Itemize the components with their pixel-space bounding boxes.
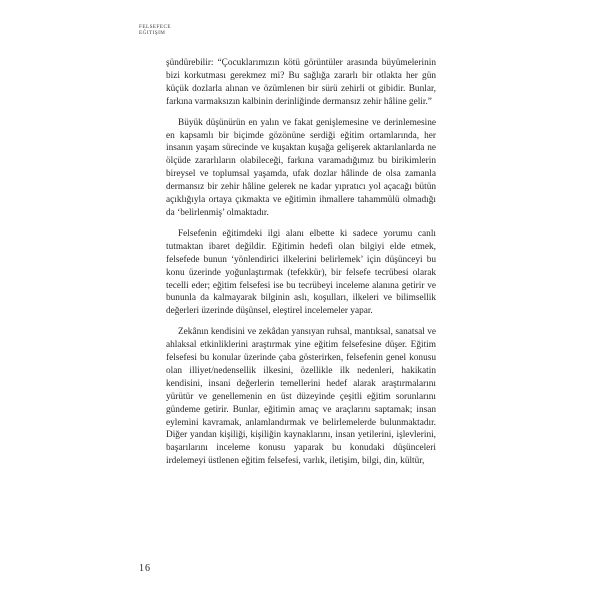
page-number: 16 [139, 563, 151, 574]
running-head-line-1: FELSEFECE [139, 24, 172, 30]
paragraph-1: şündürebilir: “Çocuklarımızın kötü görüntüler arasında büyümelerinin bizi korkutması gerekmez mi? Bu sağlığa zararlı bir otlakta her gün küçük dozlarla alınan ve özümlenen bir sürü zehirli ot gibidir. Bunlar, farkına varmaksızın kalbinin derinliğinde dermansız zehir hâline gelir.” [166, 58, 436, 107]
running-head [139, 24, 171, 36]
running-head-line-2: EĞITIŞIM [139, 30, 166, 36]
paragraph-4: Zekânın kendisini ve zekâdan yansıyan ruhsal, mantıksal, sanatsal ve ahlaksal etkinliklerini araştırmak yine eğitim felsefesine düşer. Eğitim felsefesi bu konular üzerinde çaba gösterirken, felsefenin genel konusu olan illiyet/nedensellik ilkesini, özellikle ilk nedenleri, hakikatin kendisini, insani değerlerin temellerini hedef alarak araştırmalarını yürütür ve genellemenin en üst düzeyinde çeşitli eğitim sorunlarını gündeme getirir. Bunlar, eğitimin amaç ve araçlarını saptamak; insan eylemini kavramak, anlamlandırmak ve belirlemelerde bulunmaktadır. Diğer yandan kişiliği, kişiliğin kaynaklarını, insan yetilerini, işlevlerini, başarılarını inceleme konusu yaparak bu konudaki düşünceleri irdelemeyi üstlenen eğitim felsefesi, varlık, iletişim, bilgi, din, kültür, [166, 327, 436, 467]
paragraph-3: Felsefenin eğitimdeki ilgi alanı elbette ki sadece yorumu canlı tutmaktan ibaret değildir. Eğitimin hedefi olan bilgiyi elde etmek, felsefede bunun ‘yönlendirici ilkelerini belirlemek’ için düşünceyi bu konu üzerinde yoğunlaştırmak (tefekkür), bir felsefe tecrübesi olarak tecelli eder; eğitim felsefesi ise bu tecrübeyi inceleme alanına getirir ve bununla da kalmayarak bilginin aslı, koşulları, ilkeleri ve bilimsellik değerleri üzerinde düşünsel, eleştirel incelemeler yapar. [166, 228, 436, 317]
paragraph-2: Büyük düşünürün en yalın ve fakat genişlemesine ve derinlemesine en kapsamlı bir biçimde gözönüne serdiği eğitim ortamlarında, her insanın yaşam sürecinde ve kuşaktan kuşağa gelişerek aktarılanlarda ne ölçüde zararlıların olabileceği, farkına varamadığımız bu birikimlerin bireysel ve toplumsal yaşamda, ufak dozlar hâlinde de olsa zamanla dermansız bir zehir hâline gelerek ne kadar yıpratıcı yol açacağı bütün açıklığıyla ortaya çıkmakta ve eğitimin ihmallere tahammülü olmadığı da ‘belirlenmiş’ olmaktadır. [166, 117, 436, 218]
body-text [166, 57, 436, 468]
